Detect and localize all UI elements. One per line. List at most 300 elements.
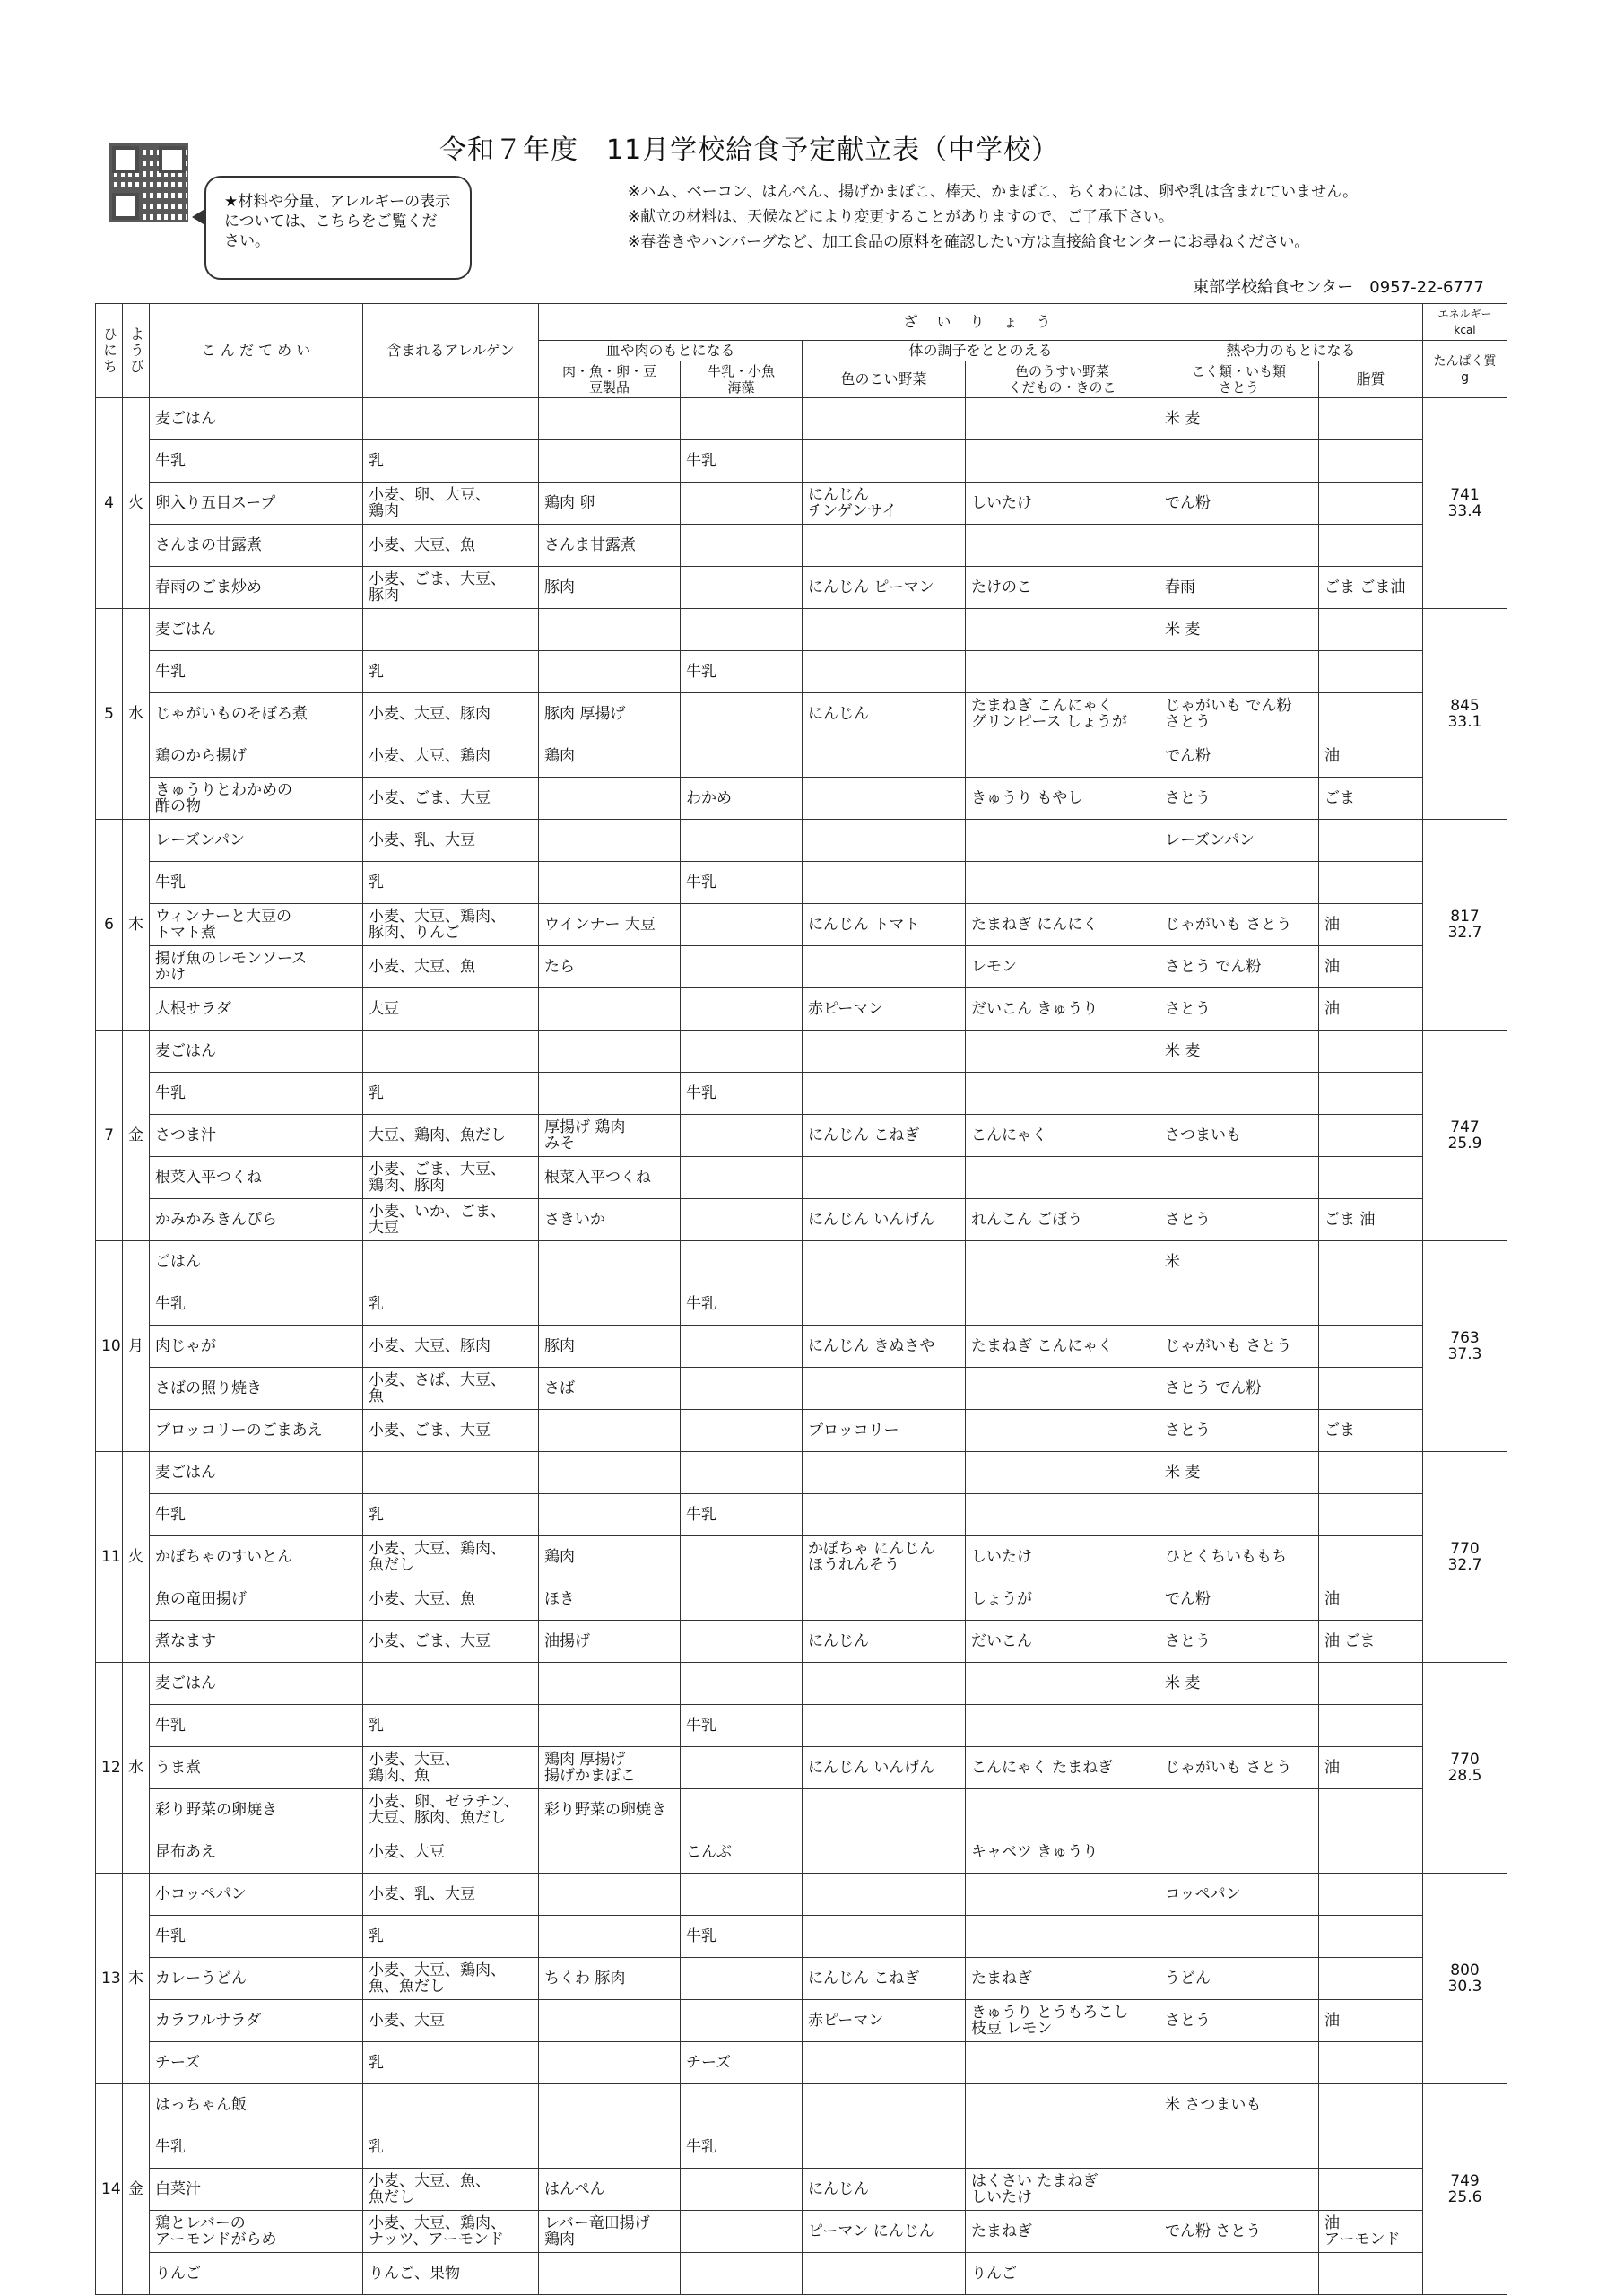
- weekday-cell: 水: [123, 609, 150, 820]
- lightveg-cell: [966, 609, 1159, 651]
- milk-cell: 牛乳: [681, 1073, 803, 1115]
- qr-code[interactable]: [109, 144, 188, 222]
- table-row: [96, 2211, 1507, 2253]
- lightveg-cell: [966, 1494, 1159, 1536]
- fat-cell: [1319, 483, 1423, 525]
- fat-cell: [1319, 651, 1423, 693]
- allergen-cell: 乳: [363, 2042, 539, 2084]
- lightveg-cell: [966, 1157, 1159, 1199]
- table-row: [96, 1874, 1507, 1916]
- nutrition-cell: [1423, 609, 1507, 820]
- fat-cell: [1319, 2042, 1423, 2084]
- meat-cell: [539, 1874, 681, 1916]
- energy-value: 845: [1450, 697, 1480, 715]
- grain-cell: [1159, 2253, 1319, 2295]
- table-row: [96, 1283, 1507, 1326]
- milk-cell: [681, 1326, 803, 1368]
- darkveg-cell: [803, 2126, 966, 2169]
- table-row: [96, 1368, 1507, 1410]
- col-darkveg: 色のこい野菜: [803, 361, 966, 398]
- darkveg-cell: にんじん いんげん: [803, 1747, 966, 1789]
- weekday-cell: 木: [123, 820, 150, 1031]
- col-allergen: 含まれるアレルゲン: [363, 304, 539, 398]
- meat-cell: [539, 988, 681, 1031]
- allergen-cell: 小麦、大豆: [363, 1831, 539, 1874]
- fat-cell: [1319, 525, 1423, 567]
- col-fat: 脂質: [1319, 361, 1423, 398]
- meat-cell: 豚肉: [539, 567, 681, 609]
- darkveg-cell: 赤ピーマン: [803, 988, 966, 1031]
- darkveg-cell: にんじん こねぎ: [803, 1115, 966, 1157]
- col-lightveg: 色のうすい野菜 くだもの・きのこ: [966, 361, 1159, 398]
- fat-cell: 油 ごま: [1319, 1621, 1423, 1663]
- allergen-cell: 小麦、大豆、豚肉: [363, 1326, 539, 1368]
- lightveg-cell: [966, 1283, 1159, 1326]
- darkveg-cell: かぼちゃ にんじん ほうれんそう: [803, 1536, 966, 1578]
- qr-finder: [112, 193, 139, 220]
- menu-cell: レーズンパン: [150, 820, 363, 862]
- allergen-cell: 乳: [363, 1283, 539, 1326]
- allergen-cell: 乳: [363, 440, 539, 483]
- weekday-cell: 木: [123, 1874, 150, 2084]
- lightveg-cell: [966, 862, 1159, 904]
- table-row: [96, 567, 1507, 609]
- energy-value: 747: [1450, 1118, 1480, 1136]
- table-row: [96, 1747, 1507, 1789]
- milk-cell: [681, 1410, 803, 1452]
- table-row: [96, 1326, 1507, 1368]
- darkveg-cell: にんじん いんげん: [803, 1199, 966, 1241]
- milk-cell: [681, 1115, 803, 1157]
- grain-cell: でん粉: [1159, 483, 1319, 525]
- nutrition-cell: [1423, 1031, 1507, 1241]
- allergen-cell: 小麦、大豆、魚: [363, 1578, 539, 1621]
- table-row: [96, 820, 1507, 862]
- allergen-cell: 大豆: [363, 988, 539, 1031]
- milk-cell: [681, 1157, 803, 1199]
- table-row: [96, 862, 1507, 904]
- darkveg-cell: [803, 1578, 966, 1621]
- weekday-cell: 水: [123, 1663, 150, 1874]
- grain-cell: さとう: [1159, 1410, 1319, 1452]
- fat-cell: [1319, 1494, 1423, 1536]
- allergen-cell: 小麦、ごま、大豆、 鶏肉、豚肉: [363, 1157, 539, 1199]
- grain-cell: じゃがいも さとう: [1159, 1326, 1319, 1368]
- menu-cell: さつま汁: [150, 1115, 363, 1157]
- energy-value: 800: [1450, 1961, 1480, 1979]
- grain-cell: うどん: [1159, 1958, 1319, 2000]
- protein-value: 33.4: [1447, 502, 1482, 520]
- day-cell: 12: [96, 1663, 123, 1874]
- darkveg-cell: にんじん: [803, 2169, 966, 2211]
- meat-cell: はんぺん: [539, 2169, 681, 2211]
- milk-cell: 牛乳: [681, 1916, 803, 1958]
- table-row: [96, 483, 1507, 525]
- nutrition-cell: [1423, 820, 1507, 1031]
- lightveg-cell: たまねぎ こんにゃく: [966, 1326, 1159, 1368]
- milk-cell: [681, 398, 803, 440]
- fat-cell: 油: [1319, 2000, 1423, 2042]
- nutrition-cell: [1423, 1663, 1507, 1874]
- grain-cell: [1159, 525, 1319, 567]
- meat-cell: 豚肉 厚揚げ: [539, 693, 681, 735]
- day-cell: 11: [96, 1452, 123, 1663]
- fat-cell: 油: [1319, 735, 1423, 778]
- day-cell: 6: [96, 820, 123, 1031]
- darkveg-cell: [803, 2253, 966, 2295]
- grain-cell: 米: [1159, 1241, 1319, 1283]
- grain-cell: さとう: [1159, 1621, 1319, 1663]
- meat-cell: たら: [539, 946, 681, 988]
- allergen-cell: 小麦、乳、大豆: [363, 1874, 539, 1916]
- allergen-cell: 小麦、ごま、大豆、 豚肉: [363, 567, 539, 609]
- meat-cell: [539, 398, 681, 440]
- darkveg-cell: [803, 2042, 966, 2084]
- darkveg-cell: にんじん トマト: [803, 904, 966, 946]
- lightveg-cell: [966, 1874, 1159, 1916]
- menu-cell: りんご: [150, 2253, 363, 2295]
- weekday-cell: 火: [123, 398, 150, 609]
- fat-cell: [1319, 1115, 1423, 1157]
- group-yellow: 熱や力のもとになる: [1159, 341, 1423, 361]
- group-red: 血や肉のもとになる: [539, 341, 803, 361]
- lightveg-cell: しいたけ: [966, 1536, 1159, 1578]
- table-row: [96, 1621, 1507, 1663]
- meat-cell: 厚揚げ 鶏肉 みそ: [539, 1115, 681, 1157]
- grain-cell: 春雨: [1159, 567, 1319, 609]
- darkveg-cell: [803, 609, 966, 651]
- fat-cell: [1319, 1326, 1423, 1368]
- table-row: [96, 2253, 1507, 2295]
- meat-cell: 鶏肉: [539, 735, 681, 778]
- lightveg-cell: たまねぎ: [966, 2211, 1159, 2253]
- fat-cell: ごま 油: [1319, 1199, 1423, 1241]
- milk-cell: こんぶ: [681, 1831, 803, 1874]
- allergen-cell: 大豆、鶏肉、魚だし: [363, 1115, 539, 1157]
- allergen-cell: りんご、果物: [363, 2253, 539, 2295]
- menu-cell: ごはん: [150, 1241, 363, 1283]
- fat-cell: ごま: [1319, 778, 1423, 820]
- milk-cell: [681, 904, 803, 946]
- lightveg-cell: [966, 1410, 1159, 1452]
- grain-cell: さつまいも: [1159, 1115, 1319, 1157]
- grain-cell: [1159, 1157, 1319, 1199]
- meat-cell: [539, 1831, 681, 1874]
- darkveg-cell: [803, 820, 966, 862]
- lightveg-cell: [966, 1241, 1159, 1283]
- meat-cell: [539, 1663, 681, 1705]
- fat-cell: [1319, 1705, 1423, 1747]
- note-line: ※献立の材料は、天候などにより変更することがありますので、ご了承下さい。: [628, 208, 1174, 226]
- nutrition-cell: [1423, 2084, 1507, 2295]
- lightveg-cell: [966, 1789, 1159, 1831]
- day-cell: 13: [96, 1874, 123, 2084]
- day-cell: 7: [96, 1031, 123, 1241]
- lightveg-cell: レモン: [966, 946, 1159, 988]
- darkveg-cell: [803, 778, 966, 820]
- table-row: [96, 988, 1507, 1031]
- grain-cell: 米 麦: [1159, 1031, 1319, 1073]
- meat-cell: [539, 1452, 681, 1494]
- fat-cell: [1319, 398, 1423, 440]
- menu-cell: 麦ごはん: [150, 1452, 363, 1494]
- fat-cell: 油: [1319, 1747, 1423, 1789]
- milk-cell: [681, 2253, 803, 2295]
- allergen-cell: 乳: [363, 2126, 539, 2169]
- darkveg-cell: [803, 862, 966, 904]
- center-contact: 東部学校給食センター 0957-22-6777: [1193, 278, 1484, 297]
- table-row: [96, 735, 1507, 778]
- milk-cell: [681, 567, 803, 609]
- lightveg-cell: [966, 1705, 1159, 1747]
- milk-cell: [681, 1958, 803, 2000]
- protein-value: 32.7: [1447, 924, 1482, 942]
- table-row: [96, 1705, 1507, 1747]
- darkveg-cell: [803, 1916, 966, 1958]
- milk-cell: 牛乳: [681, 1705, 803, 1747]
- day-cell: 4: [96, 398, 123, 609]
- meat-cell: [539, 651, 681, 693]
- day-cell: 10: [96, 1241, 123, 1452]
- table-row: [96, 440, 1507, 483]
- menu-cell: ウィンナーと大豆の トマト煮: [150, 904, 363, 946]
- grain-cell: さとう: [1159, 778, 1319, 820]
- fat-cell: [1319, 609, 1423, 651]
- meat-cell: 豚肉: [539, 1326, 681, 1368]
- lightveg-cell: こんにゃく: [966, 1115, 1159, 1157]
- table-row: [96, 693, 1507, 735]
- darkveg-cell: [803, 1157, 966, 1199]
- lightveg-cell: きゅうり とうもろこし 枝豆 レモン: [966, 2000, 1159, 2042]
- allergen-cell: [363, 1241, 539, 1283]
- qr-finder: [159, 146, 186, 173]
- menu-cell: 小コッペパン: [150, 1874, 363, 1916]
- menu-cell: さんまの甘露煮: [150, 525, 363, 567]
- menu-cell: 牛乳: [150, 1494, 363, 1536]
- darkveg-cell: ピーマン にんじん: [803, 2211, 966, 2253]
- darkveg-cell: [803, 946, 966, 988]
- lightveg-cell: [966, 1452, 1159, 1494]
- meat-cell: ウインナー 大豆: [539, 904, 681, 946]
- grain-cell: [1159, 1283, 1319, 1326]
- milk-cell: [681, 2211, 803, 2253]
- fat-cell: [1319, 1241, 1423, 1283]
- meat-cell: [539, 1916, 681, 1958]
- menu-cell: さばの照り焼き: [150, 1368, 363, 1410]
- col-menu: こ ん だ て め い: [150, 304, 363, 398]
- fat-cell: 油: [1319, 904, 1423, 946]
- allergen-cell: 小麦、大豆、鶏肉: [363, 735, 539, 778]
- milk-cell: [681, 2000, 803, 2042]
- table-row: [96, 525, 1507, 567]
- grain-cell: でん粉 さとう: [1159, 2211, 1319, 2253]
- lightveg-cell: [966, 1663, 1159, 1705]
- lightveg-cell: たまねぎ こんにゃく グリンピース しょうが: [966, 693, 1159, 735]
- allergen-cell: [363, 1663, 539, 1705]
- energy-value: 741: [1450, 486, 1480, 504]
- fat-cell: [1319, 2126, 1423, 2169]
- allergen-cell: 小麦、大豆、鶏肉、 豚肉、りんご: [363, 904, 539, 946]
- col-grain: こく類・いも類 さとう: [1159, 361, 1319, 398]
- milk-cell: [681, 820, 803, 862]
- nutrition-cell: [1423, 1452, 1507, 1663]
- milk-cell: 牛乳: [681, 1494, 803, 1536]
- lightveg-cell: [966, 1031, 1159, 1073]
- allergen-cell: 小麦、乳、大豆: [363, 820, 539, 862]
- milk-cell: [681, 693, 803, 735]
- protein-value: 33.1: [1447, 713, 1482, 731]
- menu-cell: ブロッコリーのごまあえ: [150, 1410, 363, 1452]
- note-line: ※春巻きやハンバーグなど、加工食品の原料を確認したい方は直接給食センターにお尋ねください。: [628, 233, 1310, 251]
- milk-cell: 牛乳: [681, 651, 803, 693]
- fat-cell: [1319, 1073, 1423, 1115]
- meat-cell: [539, 820, 681, 862]
- protein-value: 25.9: [1447, 1135, 1482, 1152]
- meat-cell: さんま甘露煮: [539, 525, 681, 567]
- milk-cell: [681, 2169, 803, 2211]
- lightveg-cell: だいこん: [966, 1621, 1159, 1663]
- fat-cell: [1319, 1663, 1423, 1705]
- meat-cell: さきいか: [539, 1199, 681, 1241]
- fat-cell: [1319, 1283, 1423, 1326]
- grain-cell: [1159, 1789, 1319, 1831]
- col-day: ひにち: [96, 304, 123, 398]
- menu-cell: チーズ: [150, 2042, 363, 2084]
- allergen-cell: 小麦、大豆、豚肉: [363, 693, 539, 735]
- lightveg-cell: たまねぎ: [966, 1958, 1159, 2000]
- milk-cell: [681, 1536, 803, 1578]
- grain-cell: 米 麦: [1159, 1663, 1319, 1705]
- meat-cell: [539, 1241, 681, 1283]
- milk-cell: [681, 735, 803, 778]
- allergen-cell: 小麦、大豆、魚、 魚だし: [363, 2169, 539, 2211]
- darkveg-cell: [803, 398, 966, 440]
- grain-cell: [1159, 2042, 1319, 2084]
- darkveg-cell: にんじん こねぎ: [803, 1958, 966, 2000]
- allergen-cell: 小麦、ごま、大豆: [363, 778, 539, 820]
- grain-cell: [1159, 1705, 1319, 1747]
- fat-cell: [1319, 440, 1423, 483]
- milk-cell: [681, 1031, 803, 1073]
- milk-cell: [681, 483, 803, 525]
- darkveg-cell: [803, 2084, 966, 2126]
- menu-cell: 大根サラダ: [150, 988, 363, 1031]
- table-row: [96, 609, 1507, 651]
- meat-cell: レバー竜田揚げ 鶏肉: [539, 2211, 681, 2253]
- allergen-cell: 小麦、ごま、大豆: [363, 1621, 539, 1663]
- menu-cell: カラフルサラダ: [150, 2000, 363, 2042]
- table-row: [96, 1958, 1507, 2000]
- meat-cell: [539, 1410, 681, 1452]
- lightveg-cell: はくさい たまねぎ しいたけ: [966, 2169, 1159, 2211]
- notes: [628, 179, 1358, 255]
- protein-value: 37.3: [1447, 1345, 1482, 1363]
- menu-cell: 牛乳: [150, 862, 363, 904]
- darkveg-cell: [803, 1494, 966, 1536]
- table-row: [96, 2084, 1507, 2126]
- fat-cell: [1319, 1916, 1423, 1958]
- energy-value: 817: [1450, 908, 1480, 926]
- meat-cell: [539, 1705, 681, 1747]
- milk-cell: [681, 1874, 803, 1916]
- fat-cell: [1319, 1831, 1423, 1874]
- table-row: [96, 1494, 1507, 1536]
- meat-cell: ちくわ 豚肉: [539, 1958, 681, 2000]
- milk-cell: 牛乳: [681, 862, 803, 904]
- allergen-cell: [363, 398, 539, 440]
- meat-cell: [539, 2084, 681, 2126]
- meat-cell: 鶏肉 厚揚げ 揚げかまぼこ: [539, 1747, 681, 1789]
- darkveg-cell: [803, 1283, 966, 1326]
- darkveg-cell: にんじん チンゲンサイ: [803, 483, 966, 525]
- lightveg-cell: たけのこ: [966, 567, 1159, 609]
- meat-cell: 根菜入平つくね: [539, 1157, 681, 1199]
- allergen-cell: 乳: [363, 1705, 539, 1747]
- fat-cell: [1319, 1157, 1423, 1199]
- table-row: [96, 1578, 1507, 1621]
- lightveg-cell: [966, 651, 1159, 693]
- grain-cell: [1159, 1831, 1319, 1874]
- milk-cell: チーズ: [681, 2042, 803, 2084]
- allergen-cell: 小麦、大豆、鶏肉、 魚、魚だし: [363, 1958, 539, 2000]
- grain-cell: [1159, 1916, 1319, 1958]
- fat-cell: 油: [1319, 1578, 1423, 1621]
- menu-cell: 彩り野菜の卵焼き: [150, 1789, 363, 1831]
- menu-cell: 牛乳: [150, 440, 363, 483]
- menu-cell: 根菜入平つくね: [150, 1157, 363, 1199]
- table-row: [96, 778, 1507, 820]
- menu-cell: 白菜汁: [150, 2169, 363, 2211]
- fat-cell: [1319, 2253, 1423, 2295]
- menu-cell: 鶏とレバーの アーモンドがらめ: [150, 2211, 363, 2253]
- allergen-cell: 小麦、いか、ごま、 大豆: [363, 1199, 539, 1241]
- fat-cell: [1319, 2084, 1423, 2126]
- energy-value: 763: [1450, 1329, 1480, 1347]
- energy-value: 770: [1450, 1540, 1480, 1558]
- group-green: 体の調子をととのえる: [803, 341, 1159, 361]
- col-meat: 肉・魚・卵・豆 豆製品: [539, 361, 681, 398]
- grain-cell: レーズンパン: [1159, 820, 1319, 862]
- table-row: [96, 2042, 1507, 2084]
- menu-table: [95, 303, 1507, 2295]
- meat-cell: [539, 2126, 681, 2169]
- weekday-cell: 月: [123, 1241, 150, 1452]
- grain-cell: [1159, 862, 1319, 904]
- meat-cell: [539, 609, 681, 651]
- table-row: [96, 2169, 1507, 2211]
- milk-cell: [681, 1241, 803, 1283]
- col-milk: 牛乳・小魚 海藻: [681, 361, 803, 398]
- darkveg-cell: [803, 525, 966, 567]
- milk-cell: [681, 1578, 803, 1621]
- grain-cell: でん粉: [1159, 1578, 1319, 1621]
- grain-cell: ひとくちいももち: [1159, 1536, 1319, 1578]
- grain-cell: 米 麦: [1159, 609, 1319, 651]
- meat-cell: ほき: [539, 1578, 681, 1621]
- milk-cell: わかめ: [681, 778, 803, 820]
- table-row: [96, 1452, 1507, 1494]
- allergen-cell: 小麦、大豆、鶏肉、 ナッツ、アーモンド: [363, 2211, 539, 2253]
- menu-cell: 牛乳: [150, 1705, 363, 1747]
- milk-cell: 牛乳: [681, 1283, 803, 1326]
- meat-cell: [539, 2000, 681, 2042]
- menu-cell: 麦ごはん: [150, 609, 363, 651]
- menu-cell: カレーうどん: [150, 1958, 363, 2000]
- lightveg-cell: りんご: [966, 2253, 1159, 2295]
- fat-cell: [1319, 1874, 1423, 1916]
- milk-cell: [681, 525, 803, 567]
- menu-cell: じゃがいものそぼろ煮: [150, 693, 363, 735]
